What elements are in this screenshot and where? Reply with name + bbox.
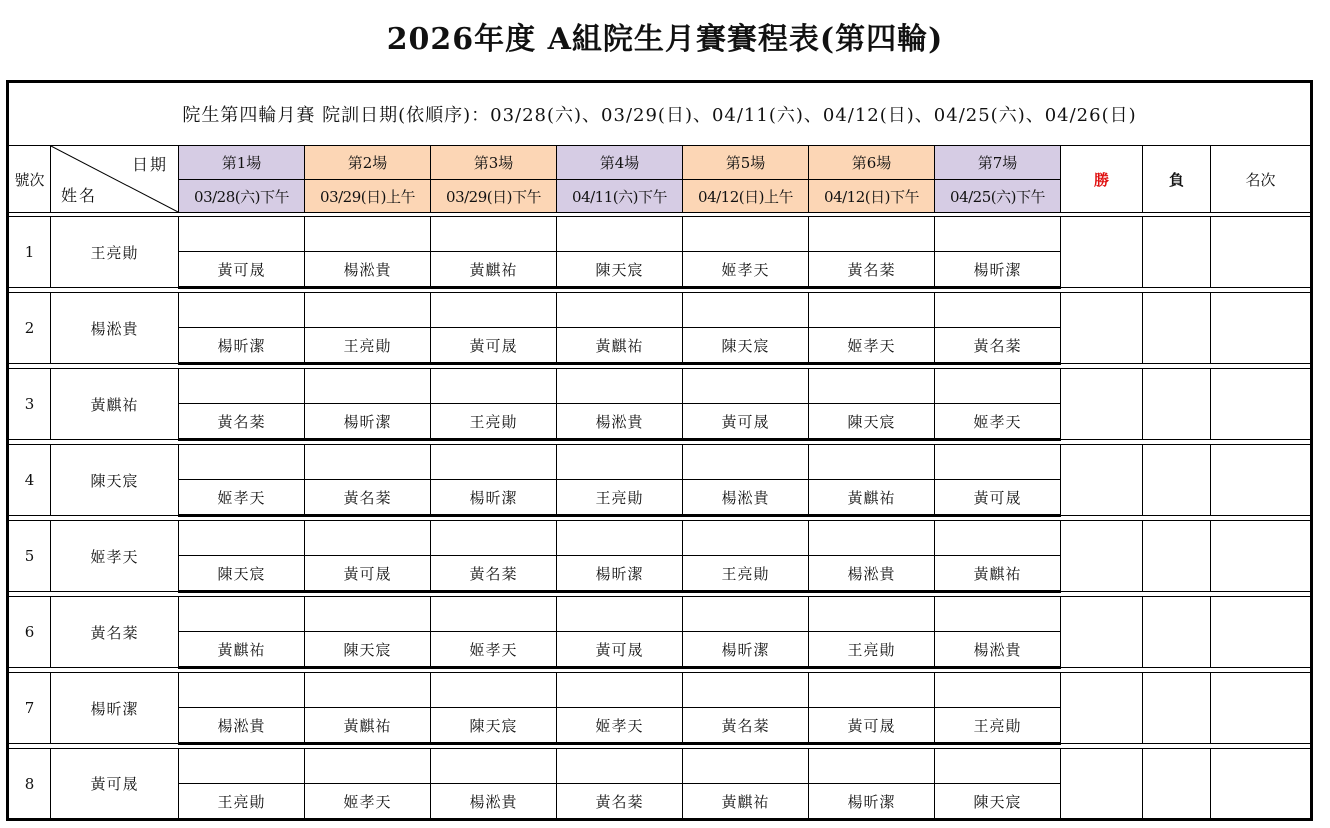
round-2-label: 第2場 [305,146,431,180]
loss-cell[interactable] [1143,673,1211,744]
opponent-name: 楊淞貴 [557,404,683,440]
result-cell[interactable] [809,597,935,632]
result-cell[interactable] [683,293,809,328]
opponent-name: 陳天宸 [431,708,557,744]
opponent-name: 姬孝天 [431,632,557,668]
opponent-name: 王亮勛 [935,708,1061,744]
player-row [8,369,1312,404]
result-cell[interactable] [305,369,431,404]
result-cell[interactable] [683,597,809,632]
result-cell[interactable] [305,293,431,328]
opponent-name: 楊淞貴 [809,556,935,592]
player-number: 8 [8,749,51,820]
result-cell[interactable] [557,749,683,784]
opponent-name: 黃名棻 [431,556,557,592]
opponent-name: 陳天宸 [935,784,1061,820]
result-cell[interactable] [305,673,431,708]
result-cell[interactable] [935,445,1061,480]
opponent-name: 黃可晟 [431,328,557,364]
result-cell[interactable] [305,749,431,784]
player-row [8,445,1312,480]
opponent-name: 黃名棻 [557,784,683,820]
opponent-name: 黃名棻 [179,404,305,440]
result-cell[interactable] [431,749,557,784]
round-5-date: 04/12(日)上午 [683,180,809,213]
player-row [8,749,1312,784]
loss-cell[interactable] [1143,369,1211,440]
player-number: 4 [8,445,51,516]
opponent-name: 黃麒祐 [179,632,305,668]
win-cell[interactable] [1061,293,1143,364]
opponent-name: 姬孝天 [935,404,1061,440]
rank-cell[interactable] [1211,445,1312,516]
result-cell[interactable] [809,445,935,480]
round-1-label: 第1場 [179,146,305,180]
result-cell[interactable] [935,749,1061,784]
result-cell[interactable] [809,293,935,328]
round-4-label: 第4場 [557,146,683,180]
opponent-name: 王亮勛 [809,632,935,668]
opponent-name: 黃麒祐 [305,708,431,744]
win-cell[interactable] [1061,749,1143,820]
opponent-name: 楊淞貴 [179,708,305,744]
opponent-name: 陳天宸 [809,404,935,440]
result-cell[interactable] [431,369,557,404]
result-cell[interactable] [557,217,683,252]
result-cell[interactable] [179,369,305,404]
result-cell[interactable] [809,217,935,252]
result-cell[interactable] [935,293,1061,328]
opponent-name: 黃名棻 [305,480,431,516]
player-name: 陳天宸 [51,445,179,516]
win-cell[interactable] [1061,673,1143,744]
opponent-name: 王亮勛 [305,328,431,364]
player-name: 楊昕潔 [51,673,179,744]
opponent-name: 黃麒祐 [557,328,683,364]
opponent-name: 楊淞貴 [431,784,557,820]
player-number: 2 [8,293,51,364]
result-cell[interactable] [179,521,305,556]
opponent-name: 王亮勛 [179,784,305,820]
round-2-date: 03/29(日)上午 [305,180,431,213]
opponent-name: 王亮勛 [683,556,809,592]
win-header: 勝 [1061,146,1143,213]
result-cell[interactable] [179,217,305,252]
opponent-name: 陳天宸 [305,632,431,668]
result-cell[interactable] [557,369,683,404]
round-5-label: 第5場 [683,146,809,180]
player-number: 5 [8,521,51,592]
win-cell[interactable] [1061,521,1143,592]
header-date-label: 日期 [131,155,168,174]
round-7-label: 第7場 [935,146,1061,180]
opponent-name: 黃麒祐 [431,252,557,288]
opponent-name: 姬孝天 [305,784,431,820]
header-name-label: 姓名 [61,186,98,205]
opponent-name: 楊昕潔 [809,784,935,820]
player-row [8,597,1312,632]
opponent-name: 楊昕潔 [935,252,1061,288]
opponent-name: 王亮勛 [431,404,557,440]
result-cell[interactable] [305,597,431,632]
rank-cell[interactable] [1211,293,1312,364]
result-cell[interactable] [935,521,1061,556]
result-cell[interactable] [431,445,557,480]
opponent-name: 黃名棻 [935,328,1061,364]
loss-header: 負 [1143,146,1211,213]
opponent-name: 楊淞貴 [305,252,431,288]
result-cell[interactable] [935,673,1061,708]
result-cell[interactable] [431,521,557,556]
opponent-name: 陳天宸 [683,328,809,364]
rank-cell[interactable] [1211,749,1312,820]
loss-cell[interactable] [1143,749,1211,820]
result-cell[interactable] [179,749,305,784]
opponent-name: 黃可晟 [935,480,1061,516]
player-name: 黃可晟 [51,749,179,820]
result-cell[interactable] [431,217,557,252]
schedule-table [6,80,1313,821]
result-cell[interactable] [683,521,809,556]
result-cell[interactable] [179,445,305,480]
result-cell[interactable] [305,445,431,480]
loss-cell[interactable] [1143,445,1211,516]
opponent-name: 姬孝天 [557,708,683,744]
opponent-name: 楊昕潔 [179,328,305,364]
round-4-date: 04/11(六)下午 [557,180,683,213]
result-cell[interactable] [683,673,809,708]
player-name: 王亮勛 [51,217,179,288]
round-3-label: 第3場 [431,146,557,180]
rank-cell[interactable] [1211,217,1312,288]
player-name: 姬孝天 [51,521,179,592]
result-cell[interactable] [935,597,1061,632]
result-cell[interactable] [179,673,305,708]
round-7-date: 04/25(六)下午 [935,180,1061,213]
opponent-name: 楊淞貴 [683,480,809,516]
player-number: 7 [8,673,51,744]
player-row [8,217,1312,252]
player-number: 6 [8,597,51,668]
rank-cell[interactable] [1211,369,1312,440]
win-cell[interactable] [1061,369,1143,440]
result-cell[interactable] [305,521,431,556]
result-cell[interactable] [809,673,935,708]
rank-cell[interactable] [1211,673,1312,744]
rank-cell[interactable] [1211,597,1312,668]
opponent-name: 楊昕潔 [305,404,431,440]
opponent-name: 陳天宸 [557,252,683,288]
opponent-name: 楊昕潔 [557,556,683,592]
opponent-name: 黃可晟 [179,252,305,288]
result-cell[interactable] [431,293,557,328]
rank-header: 名次 [1211,146,1312,213]
result-cell[interactable] [809,369,935,404]
opponent-name: 黃可晟 [683,404,809,440]
header-number: 號次 [8,146,51,213]
result-cell[interactable] [557,445,683,480]
loss-cell[interactable] [1143,597,1211,668]
result-cell[interactable] [683,749,809,784]
win-cell[interactable] [1061,445,1143,516]
result-cell[interactable] [557,293,683,328]
result-cell[interactable] [305,217,431,252]
result-cell[interactable] [935,369,1061,404]
opponent-name: 黃麒祐 [809,480,935,516]
win-cell[interactable] [1061,597,1143,668]
result-cell[interactable] [557,673,683,708]
player-number: 3 [8,369,51,440]
opponent-name: 姬孝天 [179,480,305,516]
result-cell[interactable] [809,749,935,784]
win-cell[interactable] [1061,217,1143,288]
round-1-date: 03/28(六)下午 [179,180,305,213]
opponent-name: 黃可晟 [305,556,431,592]
opponent-name: 黃可晟 [557,632,683,668]
result-cell[interactable] [683,369,809,404]
result-cell[interactable] [431,673,557,708]
opponent-name: 黃名棻 [809,252,935,288]
result-cell[interactable] [683,217,809,252]
opponent-name: 黃麒祐 [935,556,1061,592]
result-cell[interactable] [557,521,683,556]
header-date-name-cell [51,146,179,213]
training-dates-info: 院生第四輪月賽 院訓日期(依順序)：03/28(六)、03/29(日)、04/11(六)、04/12(日)、04/25(六)、04/26(日) [8,82,1312,146]
opponent-name: 黃名棻 [683,708,809,744]
result-cell[interactable] [683,445,809,480]
opponent-name: 陳天宸 [179,556,305,592]
player-row [8,293,1312,328]
player-row [8,521,1312,556]
player-row [8,673,1312,708]
player-number: 1 [8,217,51,288]
opponent-name: 楊昕潔 [431,480,557,516]
opponent-name: 姬孝天 [683,252,809,288]
opponent-name: 楊昕潔 [683,632,809,668]
opponent-name: 黃麒祐 [683,784,809,820]
opponent-name: 王亮勛 [557,480,683,516]
result-cell[interactable] [431,597,557,632]
opponent-name: 姬孝天 [809,328,935,364]
loss-cell[interactable] [1143,521,1211,592]
result-cell[interactable] [179,293,305,328]
result-cell[interactable] [809,521,935,556]
loss-cell[interactable] [1143,217,1211,288]
player-name: 黃麒祐 [51,369,179,440]
result-cell[interactable] [557,597,683,632]
player-name: 楊淞貴 [51,293,179,364]
rank-cell[interactable] [1211,521,1312,592]
opponent-name: 黃可晟 [809,708,935,744]
page-title: 2026年度 A組院生月賽賽程表(第四輪) [386,22,944,57]
round-6-label: 第6場 [809,146,935,180]
round-6-date: 04/12(日)下午 [809,180,935,213]
result-cell[interactable] [179,597,305,632]
opponent-name: 楊淞貴 [935,632,1061,668]
result-cell[interactable] [935,217,1061,252]
player-name: 黃名棻 [51,597,179,668]
loss-cell[interactable] [1143,293,1211,364]
round-3-date: 03/29(日)下午 [431,180,557,213]
